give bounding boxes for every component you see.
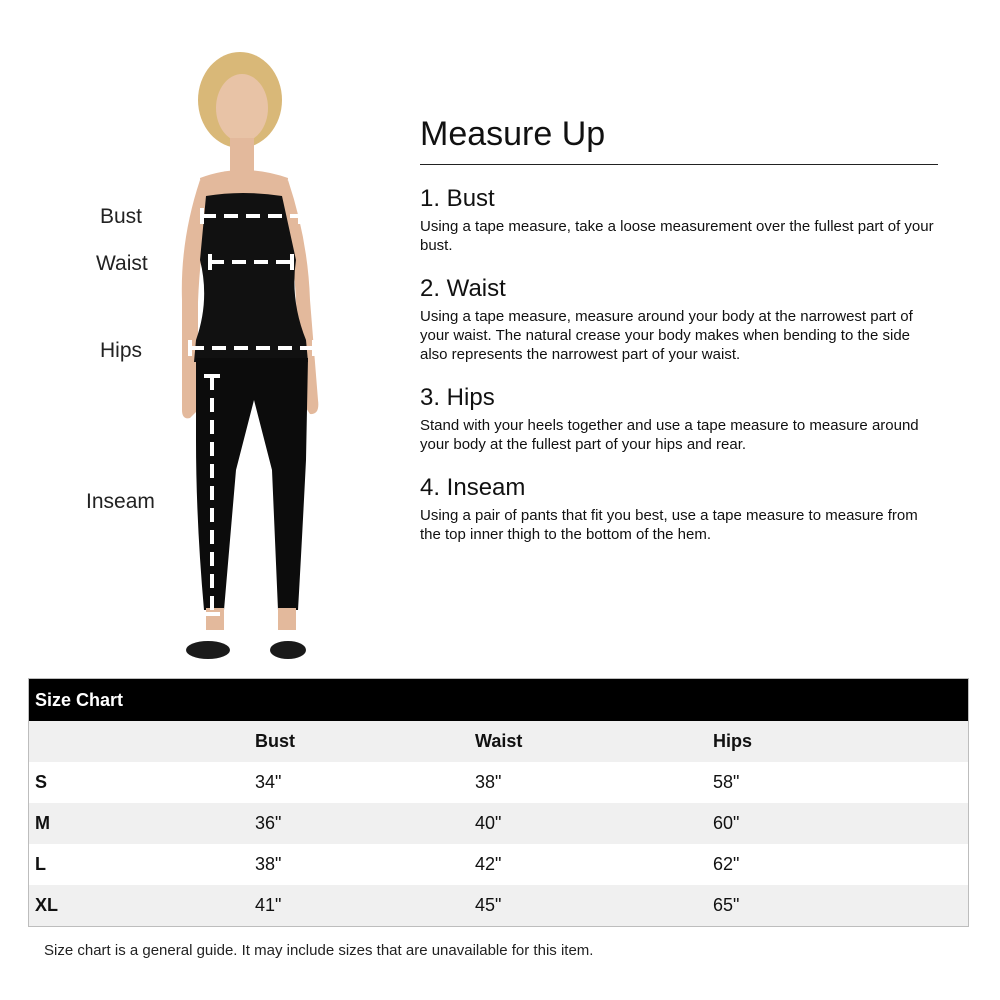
table-row bbox=[29, 844, 968, 885]
size-chart-table bbox=[28, 678, 969, 927]
bust-cell: 36" bbox=[255, 813, 282, 833]
step-heading: 4. Inseam bbox=[420, 474, 526, 501]
step-inseam bbox=[420, 474, 940, 544]
step-heading: 2. Waist bbox=[420, 275, 506, 302]
bust-cell: 41" bbox=[255, 895, 282, 915]
step-text: Using a pair of pants that fit you best, use a tape measure to measure from the top inner thigh to the bottom of the hem. bbox=[420, 507, 918, 543]
measure-up-section bbox=[420, 112, 940, 544]
hips-label: Hips bbox=[100, 339, 143, 362]
hips-cell: 58" bbox=[713, 772, 740, 792]
size-chart-title: Size Chart bbox=[29, 679, 968, 721]
table-header-row bbox=[29, 721, 968, 762]
page-title: Measure Up bbox=[420, 115, 606, 153]
size-cell: L bbox=[35, 854, 46, 874]
size-cell: S bbox=[35, 772, 48, 792]
waist-cell: 42" bbox=[475, 854, 502, 874]
bust-label: Bust bbox=[100, 205, 143, 228]
bust-cell: 38" bbox=[255, 854, 282, 874]
hips-cell: 65" bbox=[713, 895, 740, 915]
step-heading: 1. Bust bbox=[420, 185, 495, 212]
step-text: Using a tape measure, measure around your body at the narrowest part of your waist. The natural crease your body makes when bending to the side also represents the narrowest part of your waist. bbox=[420, 308, 913, 363]
size-cell: XL bbox=[35, 895, 59, 915]
hips-cell: 60" bbox=[713, 813, 740, 833]
table-row bbox=[29, 803, 968, 844]
waist-cell: 40" bbox=[475, 813, 502, 833]
column-header: Bust bbox=[255, 731, 295, 751]
step-bust bbox=[420, 185, 940, 255]
title-divider bbox=[420, 164, 938, 165]
step-heading: 3. Hips bbox=[420, 384, 495, 411]
step-waist bbox=[420, 275, 940, 364]
step-text: Using a tape measure, take a loose measurement over the fullest part of your bust. bbox=[420, 218, 934, 254]
hips-cell: 62" bbox=[713, 854, 740, 874]
column-header: Waist bbox=[475, 731, 523, 751]
step-text: Stand with your heels together and use a tape measure to measure around your body at the fullest part of your hips and rear. bbox=[420, 417, 919, 453]
size-chart-footnote: Size chart is a general guide. It may include sizes that are unavailable for this item. bbox=[44, 942, 594, 959]
waist-cell: 38" bbox=[475, 772, 502, 792]
inseam-label: Inseam bbox=[86, 490, 155, 513]
size-cell: M bbox=[35, 813, 50, 833]
bust-cell: 34" bbox=[255, 772, 282, 792]
column-header: Hips bbox=[713, 731, 753, 751]
waist-label: Waist bbox=[96, 252, 148, 275]
table-row bbox=[29, 762, 968, 803]
waist-cell: 45" bbox=[475, 895, 502, 915]
table-row bbox=[29, 885, 968, 926]
step-hips bbox=[420, 384, 940, 454]
